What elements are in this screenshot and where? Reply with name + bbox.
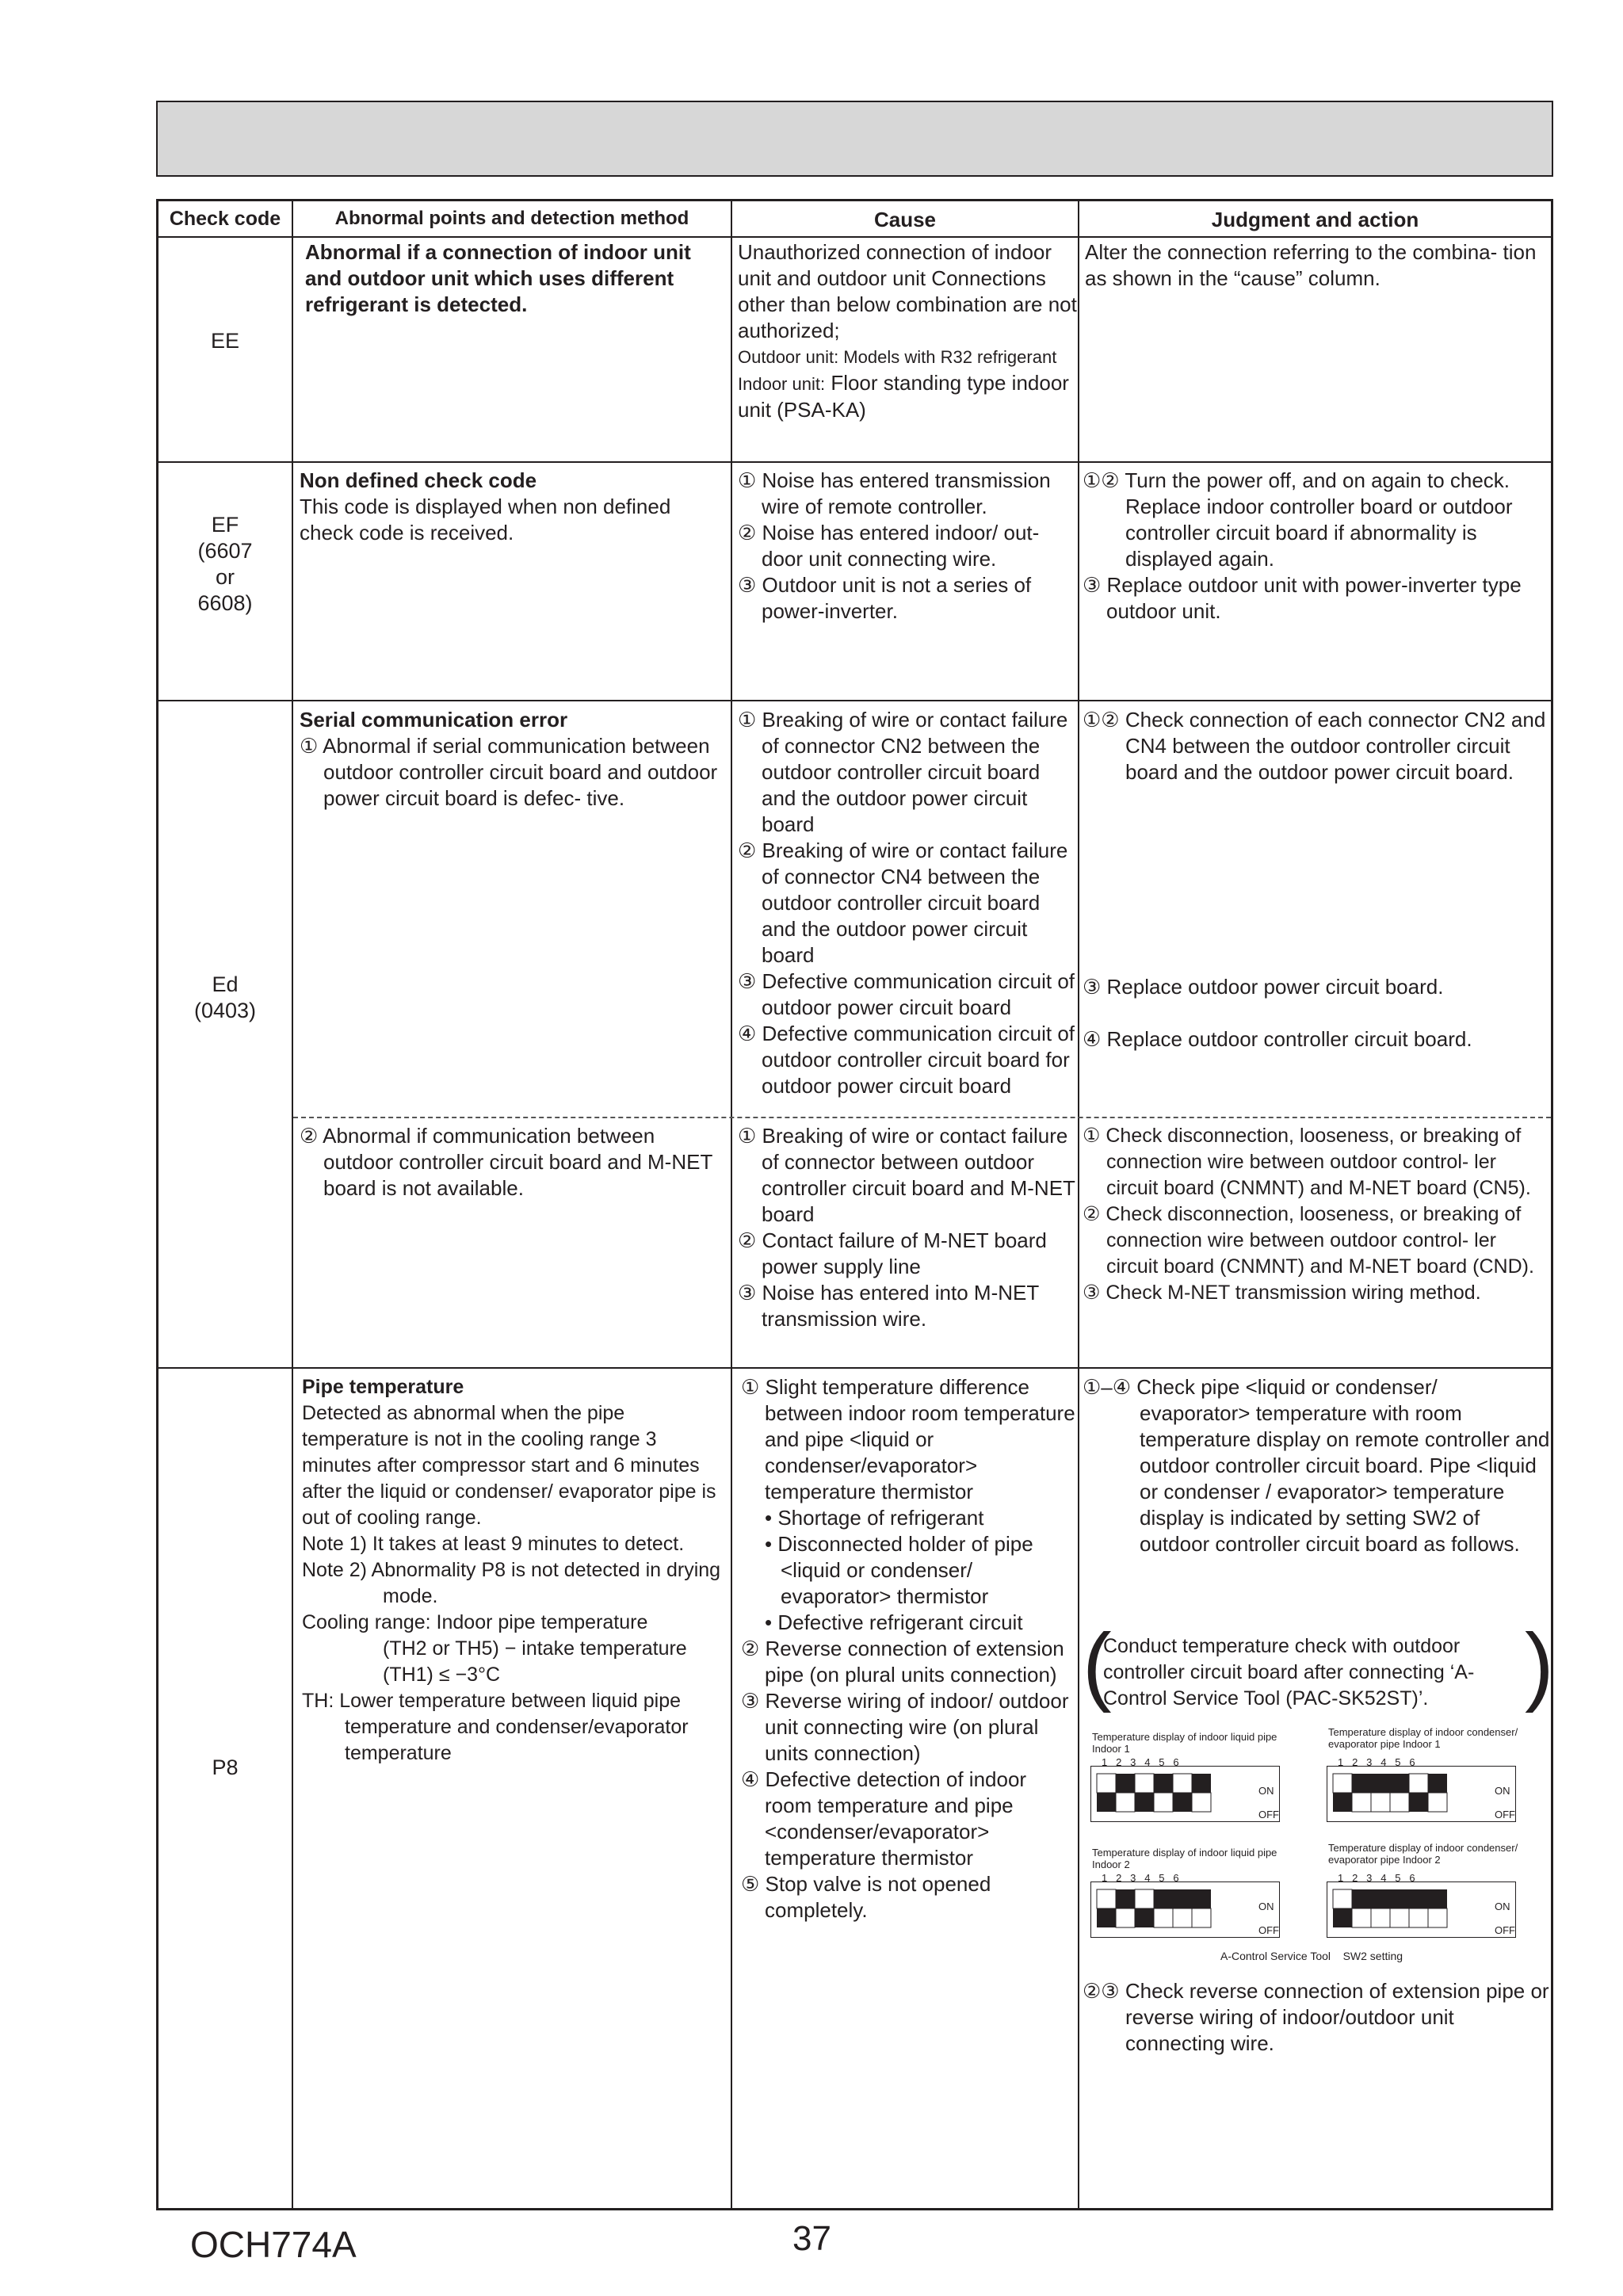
p8-cause-1b: • Disconnected holder of pipe <liquid or condenser/ evaporator> thermistor (765, 1532, 1033, 1608)
ed-abnormal-2-text: ② Abnormal if communication between outdoor controller circuit board and M-NET board is not available. (300, 1124, 712, 1200)
code-ed (158, 972, 292, 1024)
dip-1-label: Temperature display of indoor liquid pipe Indoor 1 (1092, 1731, 1277, 1755)
row-divider-ed (158, 1367, 1551, 1369)
code-ef-3: or (215, 565, 235, 589)
p8-cooling-2: (TH2 or TH5) − intake temperature (383, 1637, 687, 1660)
p8-cause-1a: • Shortage of refrigerant (765, 1506, 984, 1530)
ed-cause-3: ③ Defective communication circuit of outdoor power circuit board (738, 969, 1075, 1019)
p8-judgment-1 (1083, 1374, 1550, 1557)
p8-judgment-1-text: ①–④ Check pipe <liquid or condenser/ evaporator> temperature with room temperature display on remote controller and outdoor controller circuit board. Pipe <liquid or condenser / evaporator> temperature display is indicated by setting SW2 of outdoor controller circuit board as follows. (1083, 1375, 1550, 1556)
ef-cause-2: ② Noise has entered indoor/ out- door unit connecting wire. (738, 521, 1040, 571)
p8-judgment-2-text: ②③ Check reverse connection of extension pipe or reverse wiring of indoor/outdoor unit connecting wire. (1083, 1979, 1549, 2055)
document-code: OCH774A (190, 2224, 357, 2265)
p8-note-1: Note 1) It takes at least 9 minutes to detect. (302, 1533, 685, 1555)
header-divider (158, 236, 1551, 238)
ed-judgment-b (1083, 1123, 1550, 1306)
p8-abnormal-1: Detected as abnormal when the pipe temperature is not in the cooling range 3 minutes after compressor start and 6 minutes after the liquid or condenser/ evaporator pipe is out of cooling range. (302, 1402, 716, 1529)
header-cause: Cause (873, 208, 937, 231)
ed-judgment-4 (1083, 1026, 1550, 1052)
code-p8: P8 (212, 1755, 239, 1779)
dip-2-numbers: 1 2 3 4 5 6 (1338, 1756, 1415, 1768)
dip-1-on: ON (1258, 1785, 1274, 1797)
ed-judgment-3-text: ③ Replace outdoor power circuit board. (1083, 975, 1444, 999)
dip-4-on: ON (1495, 1901, 1510, 1912)
code-ef-4: 6608) (197, 591, 253, 615)
ef-abnormal-title: Non defined check code (300, 468, 537, 492)
ef-judgment (1083, 468, 1550, 625)
header-abnormal: Abnormal points and detection method (334, 208, 689, 229)
header-judgment: Judgment and action (1211, 208, 1419, 231)
dip-4-off: OFF (1495, 1924, 1515, 1936)
p8-note-2: Note 2) Abnormality P8 is not detected in drying mode. (302, 1559, 721, 1607)
ed-cause-b (738, 1123, 1077, 1332)
ed-abnormal (300, 707, 727, 812)
p8-cause-3: ③ Reverse wiring of indoor/ outdoor unit connecting wire (on plural units connection) (741, 1689, 1069, 1765)
p8-abnormal (302, 1374, 730, 1767)
header-check-code: Check code (169, 208, 281, 230)
page-number: 37 (792, 2219, 831, 2258)
p8-cooling-1: Cooling range: Indoor pipe temperature (302, 1611, 648, 1633)
p8-judgment-2 (1083, 1978, 1550, 2057)
ed-cause-b1: ① Breaking of wire or contact failure of connector between outdoor controller circuit board and M-NET board (738, 1124, 1075, 1226)
ed-cause-b2: ② Contact failure of M-NET board power supply line (738, 1228, 1047, 1278)
ef-cause-1: ① Noise has entered transmission wire of remote controller. (738, 468, 1051, 518)
ed-judgment-3 (1083, 974, 1550, 1000)
header-bar (156, 101, 1553, 177)
dip-2-off: OFF (1495, 1809, 1515, 1820)
p8-cause-4: ④ Defective detection of indoor room temperature and pipe <condenser/evaporator> temperature thermistor (741, 1767, 1027, 1870)
ee-cause (738, 239, 1077, 423)
ef-judgment-2: ③ Replace outdoor unit with power-inverter type outdoor unit. (1083, 573, 1522, 623)
p8-cooling-3: (TH1) ≤ −3°C (383, 1664, 501, 1686)
code-ee: EE (210, 329, 240, 353)
ee-cause-3-label: Indoor unit: (738, 374, 826, 394)
ed-judgment-4-text: ④ Replace outdoor controller circuit board. (1083, 1027, 1472, 1051)
ed-judgment-1-text: ①② Check connection of each connector CN2 and CN4 between the outdoor controller circuit board and the outdoor power circuit board. (1083, 708, 1546, 784)
ed-cause-4: ④ Defective communication circuit of outdoor controller circuit board for outdoor power circuit board (738, 1022, 1075, 1098)
ee-cause-2: Outdoor unit: Models with R32 refrigerant (738, 347, 1057, 367)
close-paren-icon: ) (1525, 1616, 1554, 1713)
ed-abnormal-2 (300, 1123, 727, 1201)
ed-cause-2: ② Breaking of wire or contact failure of connector CN4 between the outdoor controller circuit board and the outdoor power circuit board (738, 839, 1068, 967)
ed-judgment-b3: ③ Check M-NET transmission wiring method. (1083, 1282, 1481, 1304)
dip-4-numbers: 1 2 3 4 5 6 (1338, 1872, 1415, 1884)
ef-abnormal-text: This code is displayed when non defined check code is received. (300, 495, 671, 544)
p8-abnormal-title: Pipe temperature (302, 1376, 464, 1398)
ee-cause-3: Floor standing type indoor unit (PSA-KA) (738, 371, 1069, 422)
col-divider-1 (292, 201, 293, 2208)
ee-cause-1: Unauthorized connection of indoor unit and outdoor unit Connections other than below combination are not authorized; (738, 240, 1077, 342)
dip-4-label: Temperature display of indoor condenser/ evaporator pipe Indoor 2 (1328, 1842, 1518, 1866)
code-ed-2: (0403) (193, 999, 257, 1022)
p8-judgment-note: Conduct temperature check with outdoor controller circuit board after connecting ‘A-Control Service Tool (PAC-SK52ST)’. (1103, 1635, 1475, 1710)
col-divider-2 (731, 201, 732, 2208)
code-ef (158, 512, 292, 617)
ef-abnormal (300, 468, 727, 546)
dip-2-on: ON (1495, 1785, 1510, 1797)
dip-3-on: ON (1258, 1901, 1274, 1912)
p8-cause-1c: • Defective refrigerant circuit (765, 1610, 1023, 1634)
dip-1-numbers: 1 2 3 4 5 6 (1102, 1756, 1179, 1768)
p8-cause-5: ⑤ Stop valve is not opened completely. (741, 1872, 991, 1922)
check-code-table (156, 199, 1553, 2210)
ed-judgment-1 (1083, 707, 1550, 785)
dip-caption: A-Control Service Tool SW2 setting (1220, 1950, 1403, 1962)
p8-th: TH: Lower temperature between liquid pipe temperature and condenser/evaporator temperature (302, 1690, 689, 1764)
code-ef-2: (6607 (197, 539, 253, 563)
ed-cause (738, 707, 1077, 1099)
ed-abnormal-1: ① Abnormal if serial communication between outdoor controller circuit board and outdoor power circuit board is defec- tive. (300, 734, 718, 810)
row-divider-ef (158, 700, 1551, 701)
ee-judgment: Alter the connection referring to the combina- tion as shown in the “cause” column. (1085, 240, 1537, 290)
dip-3-label: Temperature display of indoor liquid pipe Indoor 2 (1092, 1847, 1277, 1870)
row-divider-ee (158, 461, 1551, 463)
ef-cause (738, 468, 1077, 625)
ed-cause-1: ① Breaking of wire or contact failure of connector CN2 between the outdoor controller circuit board and the outdoor power circuit board (738, 708, 1068, 836)
dip-2-label: Temperature display of indoor condenser/ evaporator pipe Indoor 1 (1328, 1726, 1518, 1750)
code-ed-1: Ed (212, 972, 239, 996)
dip-diagrams (1090, 1726, 1550, 1936)
p8-cause-2: ② Reverse connection of extension pipe (on plural units connection) (741, 1637, 1064, 1687)
dip-3-numbers: 1 2 3 4 5 6 (1102, 1872, 1179, 1884)
ee-abnormal: Abnormal if a connection of indoor unit and outdoor unit which uses different refrigerant is detected. (305, 240, 691, 316)
ef-cause-3: ③ Outdoor unit is not a series of power-inverter. (738, 573, 1032, 623)
p8-cause-1: ① Slight temperature difference between indoor room temperature and pipe <liquid or condenser/evaporator> temperature thermistor (741, 1375, 1075, 1503)
open-paren-icon: ( (1083, 1616, 1112, 1713)
dip-3-off: OFF (1258, 1924, 1279, 1936)
ef-judgment-1: ①② Turn the power off, and on again to check. Replace indoor controller board or outdoor controller circuit board if abnormality is displayed again. (1083, 468, 1513, 571)
ed-abnormal-title: Serial communication error (300, 708, 568, 732)
ed-judgment-b1: ① Check disconnection, looseness, or breaking of connection wire between outdoor control- ler circuit board (CNMNT) and M-NET board (CN5). (1083, 1125, 1531, 1199)
p8-cause (741, 1374, 1078, 1924)
row-divider-ed-dashed (293, 1117, 1551, 1118)
col-divider-3 (1078, 201, 1079, 2208)
code-ef-1: EF (211, 513, 239, 537)
dip-1-off: OFF (1258, 1809, 1279, 1820)
ed-cause-b3: ③ Noise has entered into M-NET transmission wire. (738, 1281, 1039, 1331)
ed-judgment-b2: ② Check disconnection, looseness, or breaking of connection wire between outdoor control- ler circuit board (CNMNT) and M-NET board (CND). (1083, 1203, 1534, 1278)
